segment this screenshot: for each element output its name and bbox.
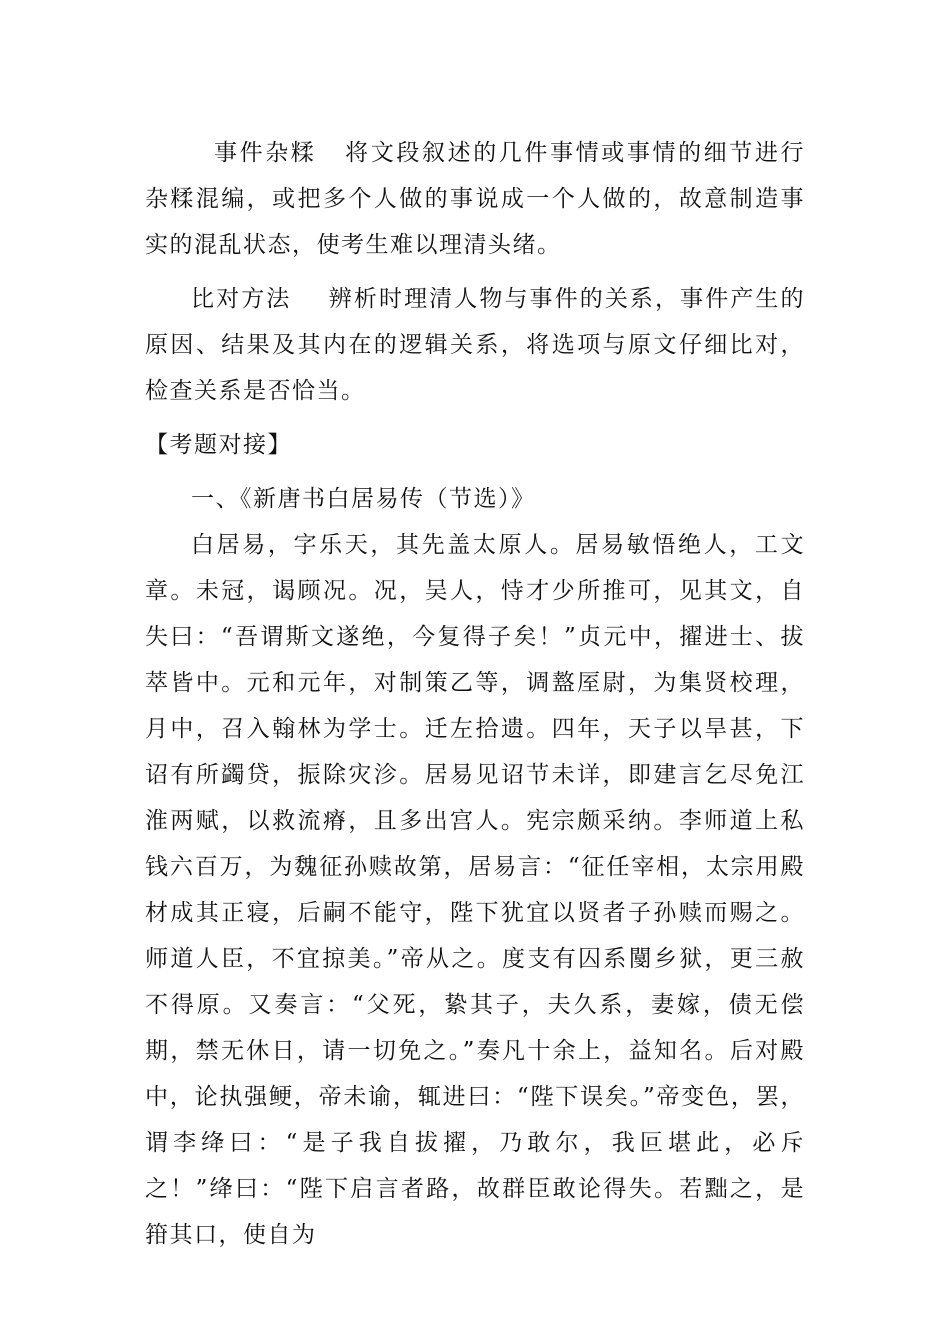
- paragraph-event-mixing: [145, 130, 805, 268]
- comparison-method-text: 辨析时理清人物与事件的关系，事件产生的原因、结果及其内在的逻辑关系，将选项与原文仔细比对，检查关系是否恰当。: [145, 286, 806, 404]
- document-page: [145, 130, 805, 1258]
- passage-body: 白居易，字乐天，其先盖太原人。居易敏悟绝人，工文章。未冠，谒顾况。况，吴人，恃才少所推可，见其文，自失曰：“吾谓斯文遂绝，今复得子矣！”贞元中，擢进士、拔萃皆中。元和元年，对制策乙等，调盩厔尉，为集贤校理，月中，召入翰林为学士。迁左拾遗。四年，天子以旱甚，下诏有所蠲贷，振除灾沴。居易见诏节未详，即建言乞尽免江淮两赋，以救流瘠，且多出宫人。宪宗颇采纳。李师道上私钱六百万，为魏征孙赎故第，居易言：“征任宰相，太宗用殿材成其正寝，后嗣不能守，陛下犹宜以贤者子孙赎而赐之。师道人臣，不宜掠美。”帝从之。度支有囚系閺乡狱，更三赦不得原。又奏言：“父死，絷其子，夫久系，妻嫁，债无偿期，禁无休日，请一切免之。”奏凡十余上，益知名。后对殿中，论执强鲠，帝未谕，辄进曰：“陛下误矣。”帝变色，罢，谓李绛曰：“是子我自拔擢，乃敢尔，我叵堪此，必斥之！”绛曰：“陛下启言者路，故群臣敢论得失。若黜之，是箝其口，使自为: [145, 532, 805, 1248]
- passage-title: 一、《新唐书白居易传（节选）》: [191, 486, 536, 512]
- exam-heading: 【考题对接】: [145, 432, 292, 458]
- term-comparison-method: 比对方法: [191, 286, 292, 312]
- event-mixing-text: 将文段叙述的几件事情或事情的细节进行杂糅混编，或把多个人做的事说成一个人做的，故意制造事实的混乱状态，使考生难以理清头绪。: [145, 140, 805, 258]
- term-event-mixing: 事件杂糅: [214, 140, 317, 166]
- paragraph-comparison-method: [145, 276, 805, 414]
